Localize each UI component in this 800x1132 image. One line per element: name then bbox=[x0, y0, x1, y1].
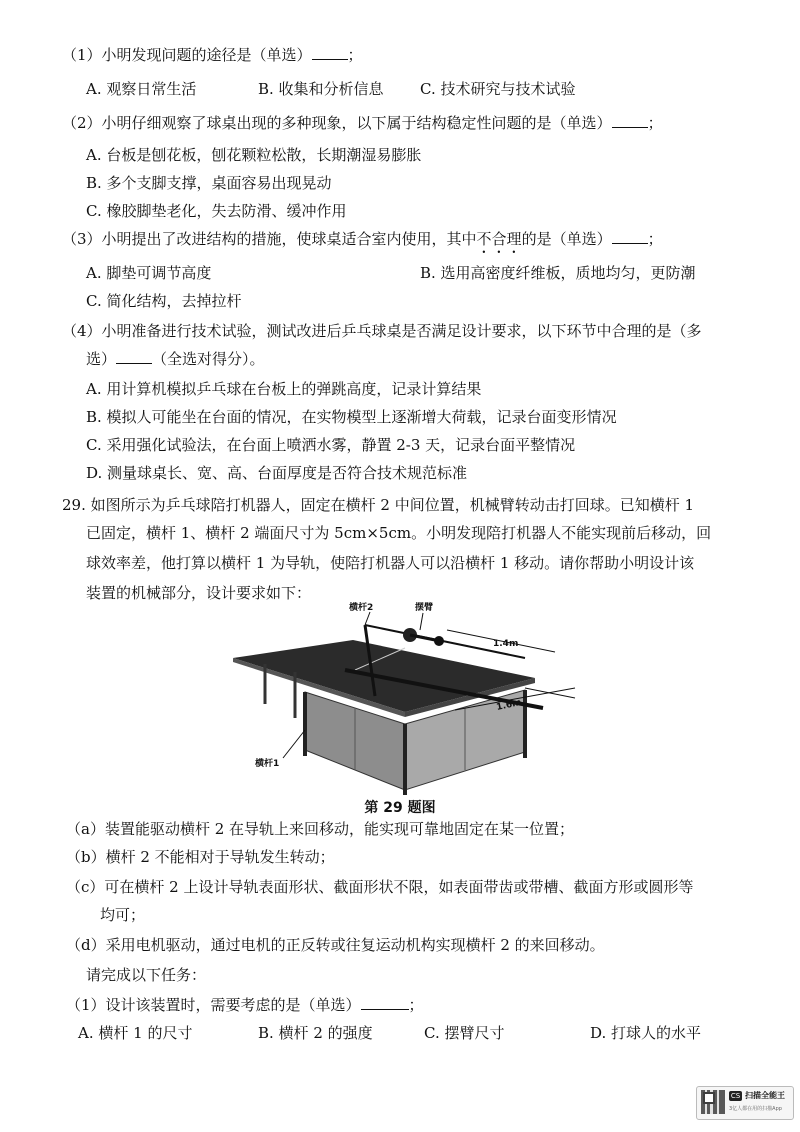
qr-code-icon bbox=[701, 1090, 725, 1114]
scanner-watermark bbox=[696, 1086, 794, 1120]
line-text: B. 选用高密度纤维板，质地均匀，更防潮 bbox=[420, 264, 696, 282]
line-q2-b bbox=[86, 172, 332, 194]
line-task bbox=[86, 964, 206, 986]
line-text: D. 测量球桌长、宽、高、台面厚度是否符合技术规范标准 bbox=[86, 464, 468, 482]
line-text: （全选对得分）。 bbox=[152, 350, 265, 368]
line-text: 选） bbox=[86, 350, 117, 368]
line-q4-c bbox=[86, 434, 575, 456]
answer-blank[interactable] bbox=[361, 994, 409, 1010]
line-text: B. 横杆 2 的强度 bbox=[258, 1024, 373, 1042]
line-q1-c bbox=[420, 78, 575, 100]
figure-caption: 第 29 题图 bbox=[364, 800, 436, 816]
scanner-app-name: 扫描全能王 bbox=[745, 1091, 785, 1100]
line-text: ； bbox=[408, 996, 424, 1014]
line-text: B. 多个支脚支撑，桌面容易出现晃动 bbox=[86, 174, 332, 192]
answer-blank[interactable] bbox=[612, 228, 648, 244]
line-text: （d）采用电机驱动，通过电机的正反转或往复运动机构实现横杆 2 的来回移动。 bbox=[66, 936, 605, 954]
line-text: C. 摆臂尺寸 bbox=[424, 1024, 505, 1042]
line-q2-a bbox=[86, 144, 421, 166]
line-req-c bbox=[66, 876, 694, 898]
line-q3-a bbox=[86, 262, 211, 284]
answer-blank[interactable] bbox=[312, 44, 348, 60]
line-text: 已固定，横杆 1、横杆 2 端面尺寸为 5cm×5cm。小明发现陪打机器人不能实现前后移动，回 bbox=[86, 524, 712, 542]
line-q3-c bbox=[86, 290, 241, 312]
line-text: A. 观察日常生活 bbox=[86, 80, 197, 98]
line-q29-3 bbox=[86, 552, 694, 574]
line-q4-d bbox=[86, 462, 467, 484]
line-text: 装置的机械部分，设计要求如下： bbox=[86, 584, 312, 602]
line-q4-a bbox=[86, 378, 481, 400]
line-text: C. 技术研究与技术试验 bbox=[420, 80, 576, 98]
line-q4 bbox=[62, 320, 702, 342]
line-req-a bbox=[66, 818, 574, 840]
line-text: B. 模拟人可能坐在台面的情况，在实物模型上逐渐增大荷载，记录台面变形情况 bbox=[86, 408, 617, 426]
line-text: （1）设计该装置时，需要考虑的是（单选） bbox=[66, 996, 361, 1014]
ping-pong-robot-figure bbox=[225, 600, 585, 800]
line-t1-c bbox=[424, 1022, 504, 1044]
line-text: A. 横杆 1 的尺寸 bbox=[78, 1024, 193, 1042]
line-text: （2）小明仔细观察了球桌出现的多种现象，以下属于结构稳定性问题的是（单选） bbox=[62, 114, 612, 132]
line-req-d bbox=[66, 934, 605, 956]
emphasized-text: 不合理 bbox=[476, 230, 522, 248]
line-q3 bbox=[62, 228, 663, 250]
line-q3-b bbox=[420, 262, 696, 284]
line-req-c2 bbox=[100, 904, 145, 926]
line-q29-2 bbox=[86, 522, 711, 544]
label-width-1-4m: 1.4m bbox=[493, 639, 519, 649]
line-q1 bbox=[62, 44, 363, 66]
line-req-b bbox=[66, 846, 335, 868]
line-text: 29. 如图所示为乒乓球陪打机器人，固定在横杆 2 中间位置，机械臂转动击打回球。已知横杆 1 bbox=[62, 496, 695, 514]
line-text: （c）可在横杆 2 上设计导轨表面形状、截面形状不限，如表面带齿或带槽、截面方形或圆形等 bbox=[66, 878, 694, 896]
line-text: ； bbox=[647, 114, 663, 132]
line-text: 球效率差，他打算以横杆 1 为导轨，使陪打机器人可以沿横杆 1 移动。请你帮助小明设计该 bbox=[86, 554, 695, 572]
line-t1-b bbox=[258, 1022, 373, 1044]
line-text: （a）装置能驱动横杆 2 在导轨上来回移动，能实现可靠地固定在某一位置； bbox=[66, 820, 575, 838]
line-q4-2 bbox=[86, 348, 265, 370]
line-text: （1）小明发现问题的途径是（单选） bbox=[62, 46, 312, 64]
line-text: C. 橡胶脚垫老化，失去防滑、缓冲作用 bbox=[86, 202, 347, 220]
line-text: 请完成以下任务： bbox=[86, 966, 207, 984]
label-crossbar-2: 横杆2 bbox=[349, 603, 374, 613]
line-text: （3）小明提出了改进结构的措施，使球桌适合室内使用，其中 bbox=[62, 230, 477, 248]
scanner-app-slogan: 3亿人都在用的扫描App bbox=[729, 1106, 782, 1112]
line-q1-a bbox=[86, 78, 196, 100]
line-text: （b）横杆 2 不能相对于导轨发生转动； bbox=[66, 848, 335, 866]
line-text: 的是（单选） bbox=[521, 230, 612, 248]
line-text: ； bbox=[347, 46, 363, 64]
line-text: A. 台板是刨花板，刨花颗粒松散，长期潮湿易膨胀 bbox=[86, 146, 422, 164]
answer-blank[interactable] bbox=[116, 348, 152, 364]
answer-blank[interactable] bbox=[612, 112, 648, 128]
line-q4-b bbox=[86, 406, 617, 428]
label-crossbar-1: 横杆1 bbox=[255, 759, 280, 769]
line-text: C. 简化结构，去掉拉杆 bbox=[86, 292, 242, 310]
line-t1 bbox=[66, 994, 424, 1016]
line-q2 bbox=[62, 112, 663, 134]
line-text: D. 打球人的水平 bbox=[590, 1024, 702, 1042]
line-q29-1 bbox=[62, 494, 694, 516]
line-t1-d bbox=[590, 1022, 701, 1044]
line-text: ； bbox=[647, 230, 663, 248]
line-q1-b bbox=[258, 78, 384, 100]
line-text: A. 脚垫可调节高度 bbox=[86, 264, 212, 282]
line-text: A. 用计算机模拟乒乓球在台板上的弹跳高度，记录计算结果 bbox=[86, 380, 482, 398]
line-text: C. 采用强化试验法，在台面上喷洒水雾，静置 2-3 天，记录台面平整情况 bbox=[86, 436, 576, 454]
line-q2-c bbox=[86, 200, 346, 222]
line-text: 均可； bbox=[100, 906, 146, 924]
camscanner-logo-icon: CS bbox=[730, 1092, 741, 1100]
line-t1-a bbox=[78, 1022, 192, 1044]
label-swing-arm: 摆臂 bbox=[415, 603, 434, 613]
line-text: B. 收集和分析信息 bbox=[258, 80, 384, 98]
line-text: （4）小明准备进行技术试验，测试改进后乒乓球桌是否满足设计要求，以下环节中合理的是（多 bbox=[62, 322, 702, 340]
label-length-1-6m: 1.6m bbox=[495, 697, 523, 713]
paddle bbox=[434, 636, 444, 646]
